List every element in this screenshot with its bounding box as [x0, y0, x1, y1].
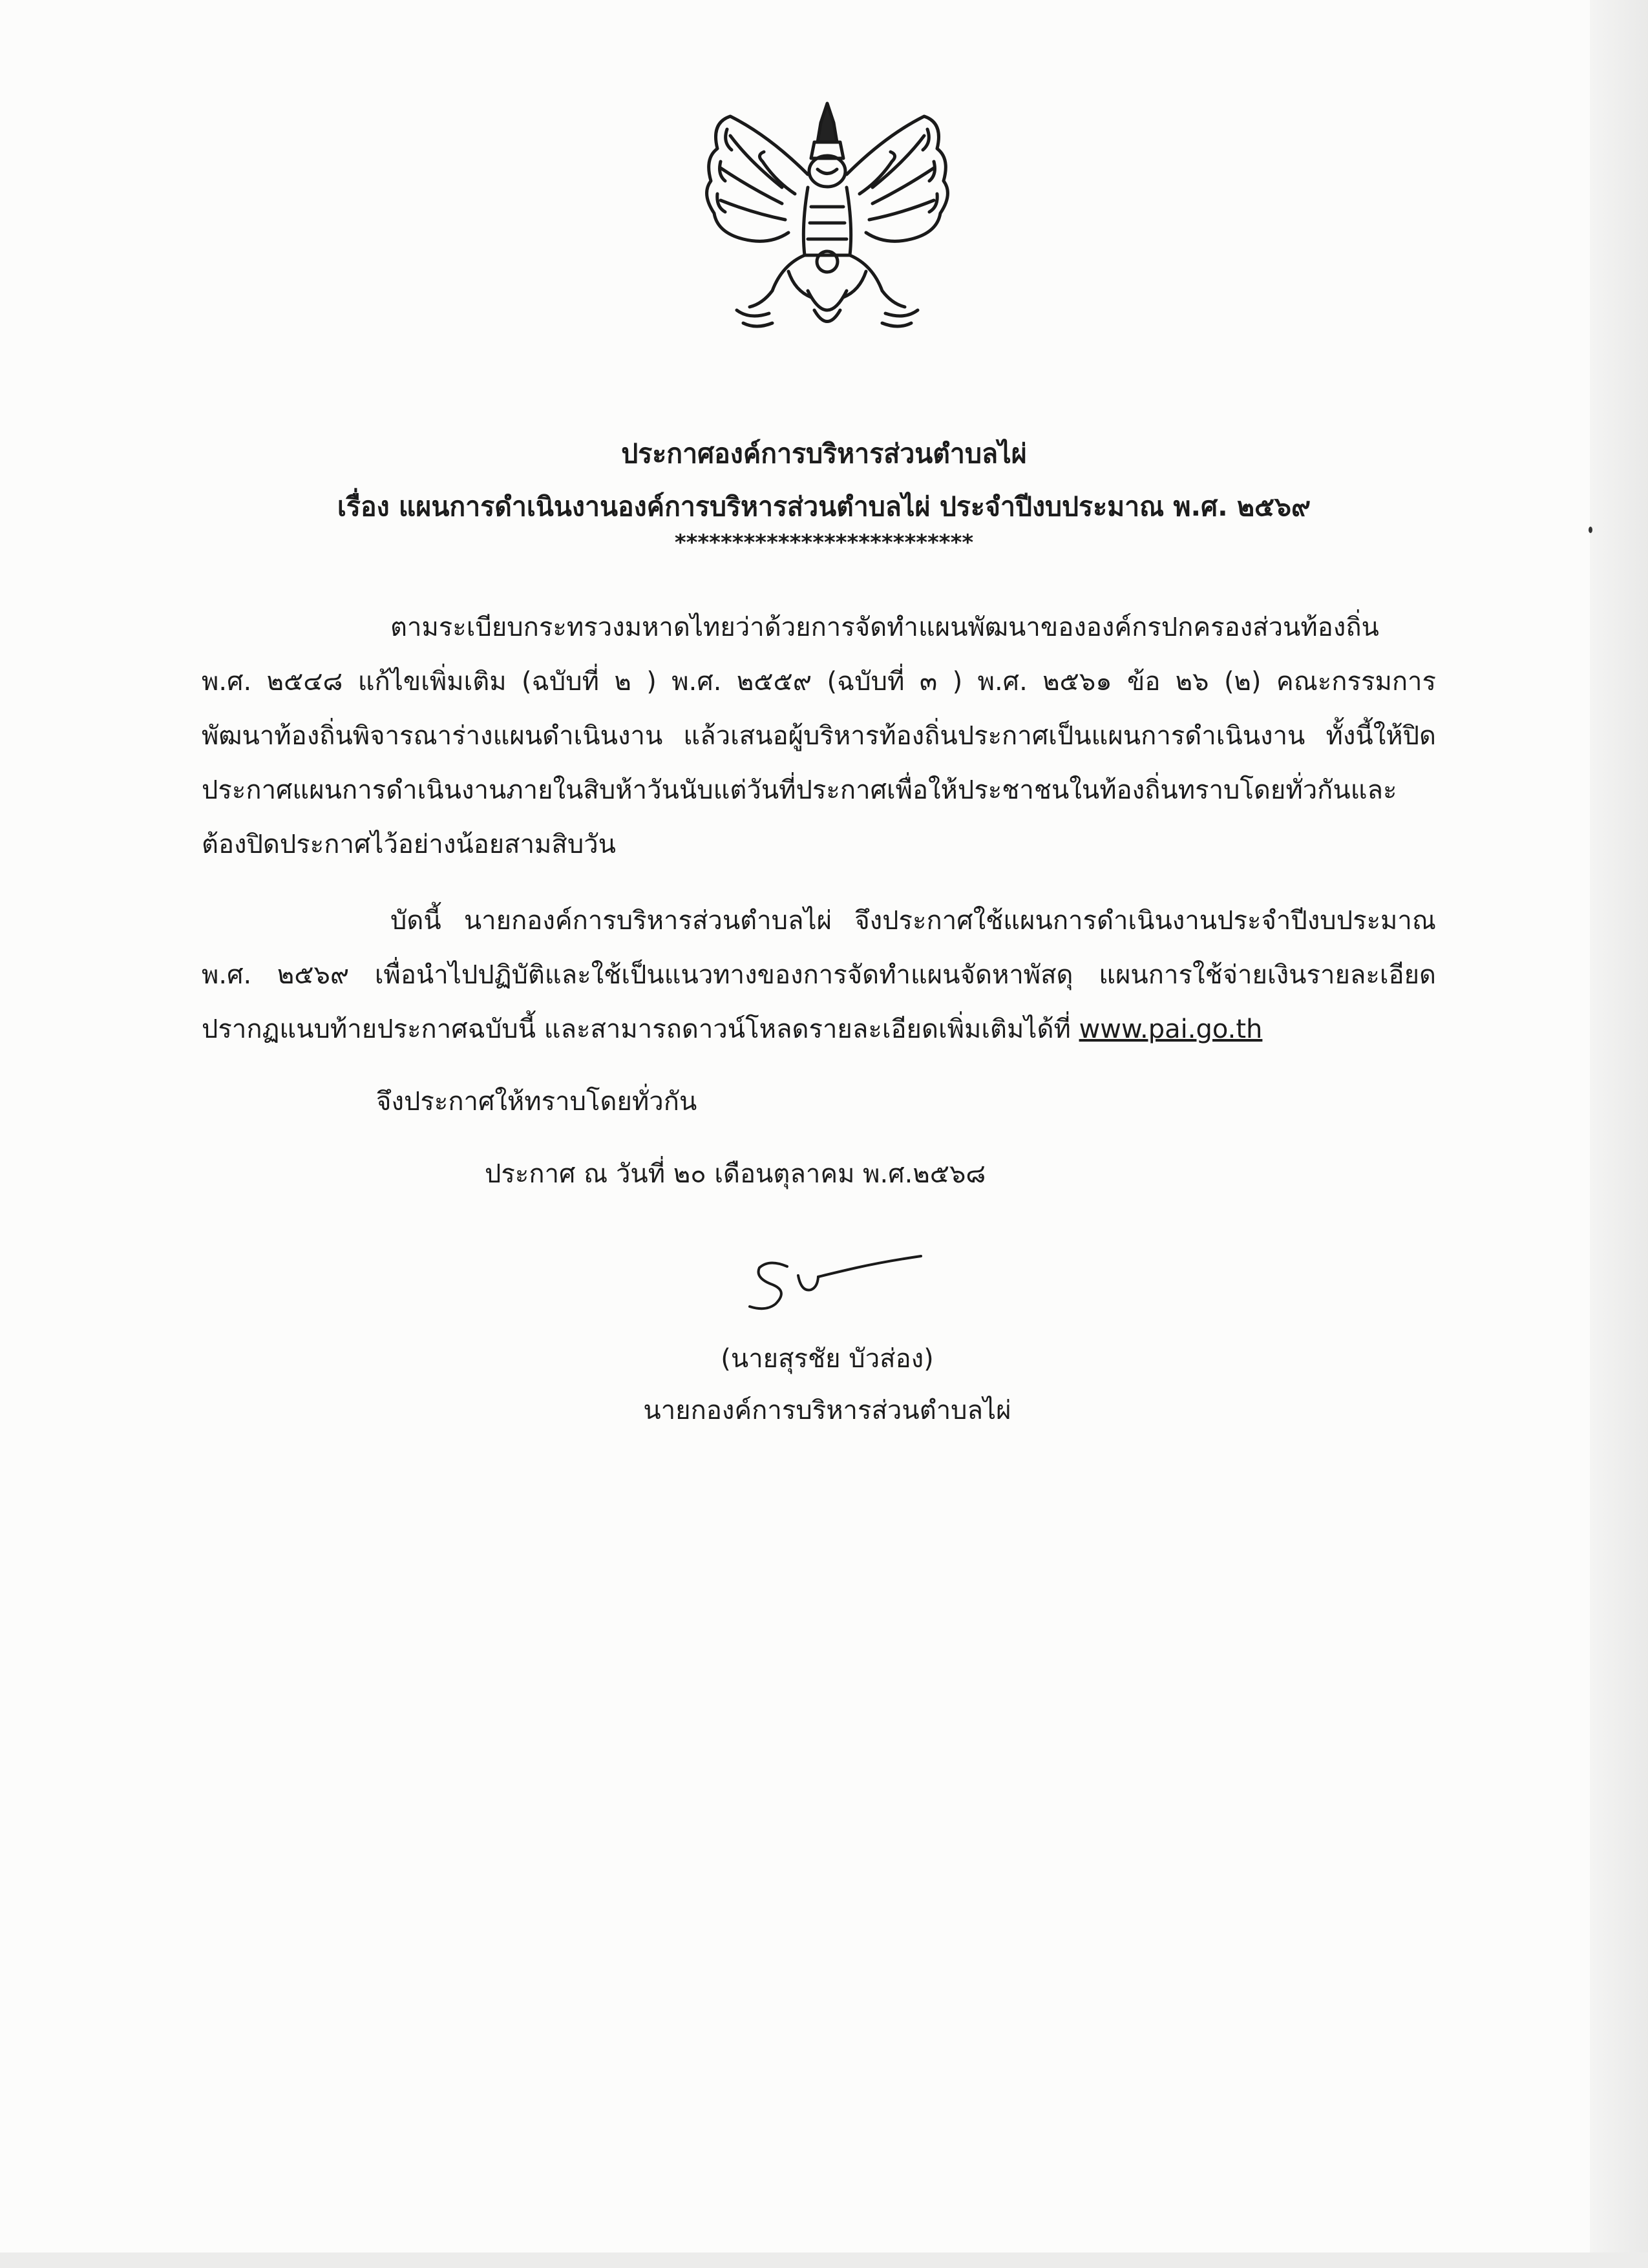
scan-bottom-edge [0, 2252, 1648, 2268]
paragraph2-line: บัดนี้ นายกองค์การบริหารส่วนตำบลไผ่ จึงประกาศใช้แผนการดำเนินงานประจำปีงบประมาณ [390, 906, 1436, 936]
announcement-date: ประกาศ ณ วันที่ ๒๐ เดือนตุลาคม พ.ศ.๒๕๖๘ [485, 1159, 986, 1189]
closing-statement: จึงประกาศให้ทราบโดยทั่วกัน [376, 1087, 697, 1117]
scan-edge-shadow [1590, 0, 1648, 2268]
paragraph2-line: พ.ศ. ๒๕๖๙ เพื่อนำไปปฏิบัติและใช้เป็นแนวทางของการจัดทำแผนจัดหาพัสดุ แผนการใช้จ่ายเงินรายละเอียด [202, 960, 1436, 990]
handwritten-signature [737, 1247, 931, 1318]
website-link[interactable]: www.pai.go.th [1079, 1014, 1263, 1044]
signatory-name: (นายสุรชัย บัวส่อง) [721, 1344, 934, 1374]
paragraph1-line: ประกาศแผนการดำเนินงานภายในสิบห้าวันนับแต่วันที่ประกาศเพื่อให้ประชาชนในท้องถิ่นทราบโดยทั่วกันและ [202, 775, 1397, 805]
paragraph1-line: ตามระเบียบกระทรวงมหาดไทยว่าด้วยการจัดทำแผนพัฒนาขององค์กรปกครองส่วนท้องถิ่น [390, 613, 1379, 642]
title-separator: ************************** [674, 530, 974, 556]
announcement-title: ประกาศองค์การบริหารส่วนตำบลไผ่ [621, 438, 1027, 469]
paragraph2-last-line [202, 1008, 1262, 1049]
signatory-position: นายกองค์การบริหารส่วนตำบลไผ่ [643, 1396, 1011, 1425]
paragraph1-line: พ.ศ. ๒๕๔๘ แก้ไขเพิ่มเติม (ฉบับที่ ๒ ) พ.ศ. ๒๕๕๙ (ฉบับที่ ๓ ) พ.ศ. ๒๕๖๑ ข้อ ๒๖ (๒) คณะกรรมการ [202, 667, 1436, 697]
announcement-subject: เรื่อง แผนการดำเนินงานองค์การบริหารส่วนตำบลไผ่ ประจำปีงบประมาณ พ.ศ. ๒๕๖๙ [337, 491, 1311, 522]
paragraph1-line: พัฒนาท้องถิ่นพิจารณาร่างแผนดำเนินงาน แล้วเสนอผู้บริหารท้องถิ่นประกาศเป็นแผนการดำเนินงาน ทั้งนี้ให้ปิด [202, 721, 1436, 751]
garuda-emblem-icon [692, 97, 963, 342]
paragraph2-line: ปรากฏแนบท้ายประกาศฉบับนี้ และสามารถดาวน์โหลดรายละเอียดเพิ่มเติมได้ที่ [202, 1014, 1079, 1044]
paragraph1-line: ต้องปิดประกาศไว้อย่างน้อยสามสิบวัน [202, 830, 617, 859]
